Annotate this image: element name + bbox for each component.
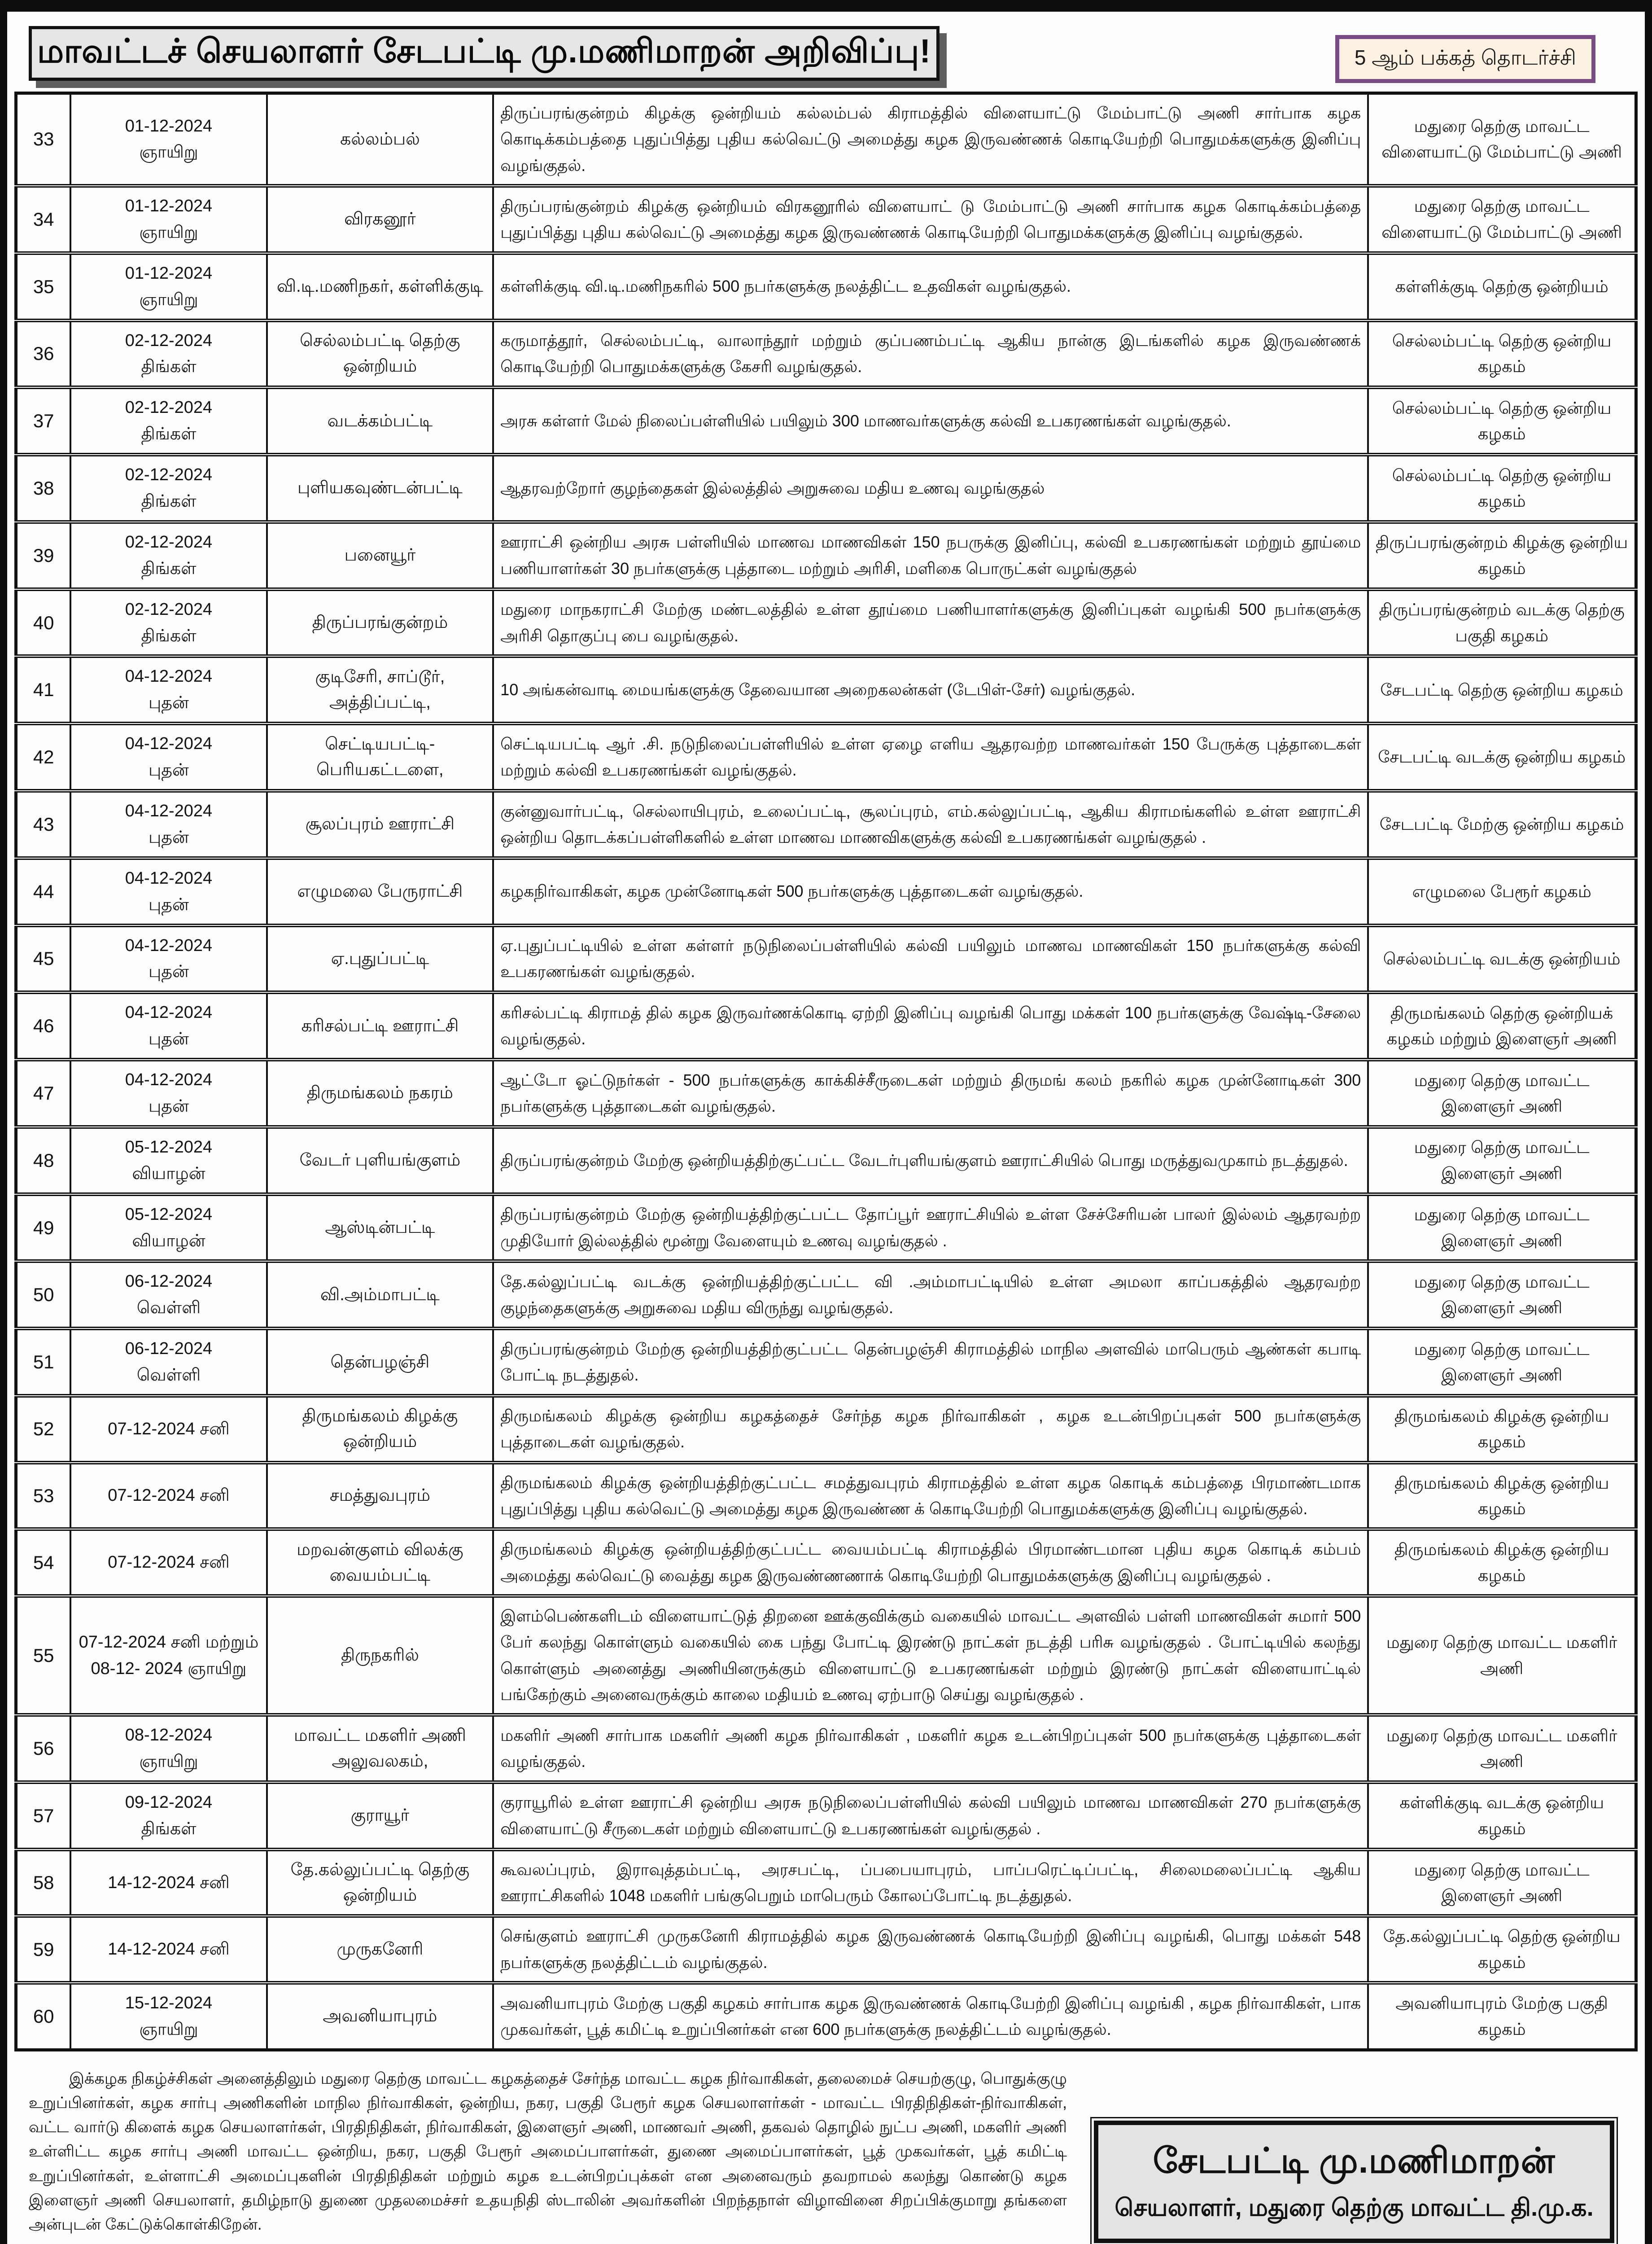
table-row	[16, 1060, 1636, 1127]
place-cell: வடக்கம்பட்டி	[267, 387, 494, 455]
day-value: புதன்	[149, 693, 189, 713]
table-row	[16, 1983, 1636, 2050]
date-cell	[70, 1194, 267, 1262]
organizing-unit-cell: மதுரை தெற்கு மாவட்ட விளையாட்டு மேம்பாட்டு அணி	[1368, 93, 1636, 186]
table-row	[16, 1261, 1636, 1328]
organizing-unit-cell: கள்ளிக்குடி தெற்கு ஒன்றியம்	[1368, 253, 1636, 320]
serial-number-cell: 57	[16, 1782, 71, 1850]
organizing-unit-cell: மதுரை தெற்கு மாவட்ட மகளிர் அணி	[1368, 1596, 1636, 1715]
description-cell: ஆதரவற்றோர் குழந்தைகள் இல்லத்தில் அறுசுவை மதிய உணவு வழங்குதல்	[493, 455, 1368, 522]
date-cell	[70, 186, 267, 253]
place-cell: செட்டியபட்டி- பெரியகட்டளை,	[267, 723, 494, 791]
place-cell: விரகனூர்	[267, 186, 494, 253]
description-cell: அரசு கள்ளர் மேல் நிலைப்பள்ளியில் பயிலும் 300 மாணவர்களுக்கு கல்வி உபகரணங்கள் வழங்குதல்.	[493, 387, 1368, 455]
description-cell: திருப்பரங்குன்றம் மேற்கு ஒன்றியத்திற்குட்பட்ட தோப்பூர் ஊராட்சியில் உள்ள சேச்சேரியன் பாலர் இல்லம் ஆதரவற்ற முதியோர் இல்லத்தில் மூன்று வேளையும் உணவு வழங்குதல் .	[493, 1194, 1368, 1262]
serial-number-cell: 54	[16, 1529, 71, 1596]
serial-number-cell: 40	[16, 589, 71, 657]
serial-number-cell: 43	[16, 791, 71, 858]
organizing-unit-cell: திருமங்கலம் கிழக்கு ஒன்றிய கழகம்	[1368, 1463, 1636, 1530]
description-cell: ஊராட்சி ஒன்றிய அரசு பள்ளியில் மாணவ மாணவிகள் 150 நபருக்கு இனிப்பு, கல்வி உபகரணங்கள் மற்றும் தூய்மை பணியாளர்கள் 30 நபர்களுக்கு புத்தாடை மற்றும் அரிசி, மளிகை பொருட்கள் வழங்குதல்	[493, 522, 1368, 589]
serial-number-cell: 46	[16, 992, 71, 1060]
table-row	[16, 522, 1636, 589]
serial-number-cell: 52	[16, 1396, 71, 1463]
date-value: 04-12-2024	[125, 1003, 213, 1022]
date-value: 14-12-2024 சனி	[108, 1940, 230, 1959]
organizing-unit-cell: மதுரை தெற்கு மாவட்ட இளைஞர் அணி	[1368, 1060, 1636, 1127]
date-cell	[70, 1850, 267, 1916]
date-value: 04-12-2024	[125, 1070, 213, 1090]
table-row	[16, 992, 1636, 1060]
organizing-unit-cell: செல்லம்பட்டி வடக்கு ஒன்றியம்	[1368, 925, 1636, 993]
page-footer	[7, 2051, 1645, 2244]
organizing-unit-cell: திருமங்கலம் கிழக்கு ஒன்றிய கழகம்	[1368, 1529, 1636, 1596]
date-cell	[70, 589, 267, 657]
description-cell: குராயூரில் உள்ள ஊராட்சி ஒன்றிய அரசு நடுநிலைப்பள்ளியில் கல்வி பயிலும் மாணவ மாணவிகள் 270 நபர்களுக்கு விளையாட்டு சீருடைகள் மற்றும் விளையாட்டு உபகரணங்கள் வழங்குதல் .	[493, 1782, 1368, 1850]
organizing-unit-cell: திருப்பரங்குன்றம் வடக்கு தெற்கு பகுதி கழகம்	[1368, 589, 1636, 657]
description-cell: அவனியாபுரம் மேற்கு பகுதி கழகம் சார்பாக கழக இருவண்ணக் கொடியேற்றி இனிப்பு வழங்கி , கழக நிர்வாகிகள், பாக முகவர்கள், பூத் கமிட்டி உறுப்பினர்கள் என 600 நபர்களுக்கு நலத்திட்டம் வழங்குதல்.	[493, 1983, 1368, 2050]
serial-number-cell: 55	[16, 1596, 71, 1715]
day-value: திங்கள்	[141, 1819, 197, 1838]
description-cell: திருப்பரங்குன்றம் மேற்கு ஒன்றியத்திற்குட்பட்ட வேடர்புளியங்குளம் ஊராட்சியில் பொது மருத்துவமுகாம் நடத்துதல்.	[493, 1127, 1368, 1194]
table-row	[16, 93, 1636, 186]
place-cell: திருமங்கலம் கிழக்கு ஒன்றியம்	[267, 1396, 494, 1463]
date-cell	[70, 320, 267, 388]
place-cell: கல்லம்பல்	[267, 93, 494, 186]
date-value: 07-12-2024 சனி	[108, 1486, 230, 1505]
organizing-unit-cell: சேடபட்டி வடக்கு ஒன்றிய கழகம்	[1368, 723, 1636, 791]
table-row	[16, 253, 1636, 320]
table-row	[16, 320, 1636, 388]
date-cell	[70, 1127, 267, 1194]
place-cell: செல்லம்பட்டி தெற்கு ஒன்றியம்	[267, 320, 494, 388]
place-cell: அவனியாபுரம்	[267, 1983, 494, 2050]
date-value: 02-12-2024	[125, 331, 213, 350]
place-cell: வேடர் புளியங்குளம்	[267, 1127, 494, 1194]
organizing-unit-cell: சேடபட்டி மேற்கு ஒன்றிய கழகம்	[1368, 791, 1636, 858]
description-cell: திருப்பரங்குன்றம் மேற்கு ஒன்றியத்திற்குட்பட்ட தென்பழஞ்சி கிராமத்தில் மாநில அளவில் மாபெரும் ஆண்கள் கபாடி போட்டி நடத்துதல்.	[493, 1328, 1368, 1396]
organizing-unit-cell: மதுரை தெற்கு மாவட்ட இளைஞர் அணி	[1368, 1127, 1636, 1194]
description-cell: ஏ.புதுப்பட்டியில் உள்ள கள்ளர் நடுநிலைப்பள்ளியில் கல்வி பயிலும் மாணவ மாணவிகள் 150 நபர்களுக்கு கல்வி உபகரணங்கள் வழங்குதல்.	[493, 925, 1368, 993]
schedule-table-body	[16, 93, 1636, 2050]
description-cell: திருமங்கலம் கிழக்கு ஒன்றிய கழகத்தைச் சேர்ந்த கழக நிர்வாகிகள் , கழக உடன்பிறப்புகள் 500 நபர்களுக்கு புத்தாடைகள் வழங்குதல்.	[493, 1396, 1368, 1463]
table-row	[16, 1463, 1636, 1530]
table-row	[16, 1916, 1636, 1983]
date-value: 01-12-2024	[125, 263, 213, 283]
serial-number-cell: 50	[16, 1261, 71, 1328]
title-banner	[29, 26, 940, 81]
table-row	[16, 1782, 1636, 1850]
serial-number-cell: 59	[16, 1916, 71, 1983]
date-value: 07-12-2024 சனி	[108, 1553, 230, 1572]
date-cell	[70, 1782, 267, 1850]
closing-paragraph: இக்கழக நிகழ்ச்சிகள் அனைத்திலும் மதுரை தெற்கு மாவட்ட கழகத்தைச் சேர்ந்த மாவட்ட கழக நிர்வாகிகள், தலைமைச் செயற்குழு, பொதுக்குழு உறுப்பினர்கள், கழக சார்பு அணிகளின் மாநில நிர்வாகிகள், ஒன்றிய, நகர, பகுதி பேரூர் கழக செயலாளர்கள் - மாவட்ட பிரதிநிதிகள்-நிர்வாகிகள், வட்ட வார்டு கிளைக் கழக செயலாளர்கள், பிரதிநிதிகள், நிர்வாகிகள், இளைஞர் அணி, மாணவர் அணி, தகவல் தொழில் நுட்ப அணி, மகளிர் அணி உள்ளிட்ட கழக சார்பு அணி மாவட்ட ஒன்றிய, நகர, பகுதி பேரூர் அமைப்பாளர்கள், துணை அமைப்பாளர்கள், பூத் முகவர்கள், பூத் கமிட்டி உறுப்பினர்கள், உள்ளாட்சி அமைப்புகளின் பிரதிநிதிகள் மற்றும் கழக உடன்பிறப்புக்கள் என அனைவரும் தவறாமல் கலந்து கொண்டு கழக இளைஞர் அணி செயலாளர், தமிழ்நாடு துணை முதலமைச்சர் உதயநிதி ஸ்டாலின் அவர்களின் பிறந்தநாள் விழாவினை சிறப்பிக்குமாறு தங்களை அன்புடன் கேட்டுக்கொள்கிறேன்.	[29, 2069, 1067, 2234]
table-row	[16, 589, 1636, 657]
table-row	[16, 791, 1636, 858]
place-cell: திருமங்கலம் நகரம்	[267, 1060, 494, 1127]
table-row	[16, 1328, 1636, 1396]
description-cell: மகளிர் அணி சார்பாக மகளிர் அணி கழக நிர்வாகிகள் , மகளிர் கழக உடன்பிறப்புகள் 500 நபர்களுக்கு புத்தாடைகள் வழங்குதல்.	[493, 1715, 1368, 1782]
date-value: 04-12-2024	[125, 667, 213, 686]
day-value: திங்கள்	[141, 626, 197, 645]
day-value: ஞாயிறு	[139, 290, 198, 309]
date-value: 04-12-2024	[125, 801, 213, 820]
date-value: 09-12-2024	[125, 1793, 213, 1812]
table-row	[16, 1194, 1636, 1262]
organizing-unit-cell: மதுரை தெற்கு மாவட்ட மகளிர் அணி	[1368, 1715, 1636, 1782]
day-value: திங்கள்	[141, 491, 197, 511]
organizing-unit-cell: மதுரை தெற்கு மாவட்ட இளைஞர் அணி	[1368, 1328, 1636, 1396]
description-cell: தே.கல்லுப்பட்டி வடக்கு ஒன்றியத்திற்குட்பட்ட வி .அம்மாபட்டியில் உள்ள அமலா காப்பகத்தில் ஆதரவற்ற குழந்தைகளுக்கு அறுசுவை மதிய விருந்து வழங்குதல்.	[493, 1261, 1368, 1328]
description-cell: திருமங்கலம் கிழக்கு ஒன்றியத்திற்குட்பட்ட வையம்பட்டி கிராமத்தில் பிரமாண்டமான புதிய கழக கொடிக் கம்பம் அமைத்து கல்வெட்டு வைத்து கழக இருவண்ணணாக் கொடியேற்றி பொதுமக்களுக்கு இனிப்பு வழங்குதல் .	[493, 1529, 1368, 1596]
description-cell: 10 அங்கன்வாடி மையங்களுக்கு தேவையான அறைகலன்கள் (டேபிள்-சேர்) வழங்குதல்.	[493, 656, 1368, 723]
serial-number-cell: 33	[16, 93, 71, 186]
description-cell: கள்ளிக்குடி வி.டி.மணிநகரில் 500 நபர்களுக்கு நலத்திட்ட உதவிகள் வழங்குதல்.	[493, 253, 1368, 320]
organizing-unit-cell: தே.கல்லுப்பட்டி தெற்கு ஒன்றிய கழகம்	[1368, 1916, 1636, 1983]
serial-number-cell: 47	[16, 1060, 71, 1127]
day-value: வெள்ளி	[136, 1366, 201, 1385]
date-cell	[70, 925, 267, 993]
date-cell	[70, 522, 267, 589]
day-value: புதன்	[149, 895, 189, 914]
day-value: திங்கள்	[141, 425, 197, 444]
day-value: திங்கள்	[141, 357, 197, 377]
place-cell: மறவன்குளம் விலக்கு வையம்பட்டி	[267, 1529, 494, 1596]
place-cell: தென்பழஞ்சி	[267, 1328, 494, 1396]
place-cell: சமத்துவபுரம்	[267, 1463, 494, 1530]
day-value: வியாழன்	[132, 1164, 205, 1183]
serial-number-cell: 36	[16, 320, 71, 388]
date-value: 04-12-2024	[125, 734, 213, 754]
place-cell: குராயூர்	[267, 1782, 494, 1850]
place-cell: திருப்பரங்குன்றம்	[267, 589, 494, 657]
day-value: புதன்	[149, 761, 189, 780]
day-value: வியாழன்	[132, 1231, 205, 1250]
day-value: புதன்	[149, 962, 189, 982]
date-cell	[70, 791, 267, 858]
day-value: ஞாயிறு	[139, 143, 198, 162]
day-value: வெள்ளி	[136, 1298, 201, 1318]
continuation-badge: 5 ஆம் பக்கத் தொடர்ச்சி	[1335, 35, 1595, 83]
date-value: 04-12-2024	[125, 868, 213, 888]
signature-title: செயலாளர், மதுரை தெற்கு மாவட்ட தி.மு.க.	[1114, 2194, 1594, 2221]
date-value: 01-12-2024	[125, 116, 213, 136]
description-cell: திருப்பரங்குன்றம் கிழக்கு ஒன்றியம் விரகனூரில் விளையாட் டு மேம்பாட்டு அணி சார்பாக கழக கொடிக்கம்பத்தை புதுப்பித்து புதிய கல்வெட்டு அமைத்து கழக இருவண்ணக் கொடியேற்றி பொதுமக்களுக்கு இனிப்பு வழங்குதல்.	[493, 186, 1368, 253]
date-cell	[70, 858, 267, 925]
date-cell	[70, 1261, 267, 1328]
place-cell: சூலப்புரம் ஊராட்சி	[267, 791, 494, 858]
organizing-unit-cell: செல்லம்பட்டி தெற்கு ஒன்றிய கழகம்	[1368, 320, 1636, 388]
serial-number-cell: 38	[16, 455, 71, 522]
date-cell	[70, 1328, 267, 1396]
table-row	[16, 186, 1636, 253]
schedule-table	[14, 92, 1638, 2051]
date-value: 05-12-2024	[125, 1137, 213, 1157]
serial-number-cell: 34	[16, 186, 71, 253]
description-cell: திருப்பரங்குன்றம் கிழக்கு ஒன்றியம் கல்லம்பல் கிராமத்தில் விளையாட்டு மேம்பாட்டு அணி சார்பாக கழக கொடிக்கம்பத்தை புதுப்பித்து புதிய கல்வெட்டு அமைத்து கழக இருவண்ணக் கொடியேற்றி பொதுமக்களுக்கு இனிப்பு வழங்குதல்.	[493, 93, 1368, 186]
serial-number-cell: 58	[16, 1850, 71, 1916]
table-row	[16, 858, 1636, 925]
place-cell: திருநகரில்	[267, 1596, 494, 1715]
date-cell	[70, 253, 267, 320]
date-cell	[70, 992, 267, 1060]
date-cell	[70, 656, 267, 723]
date-cell	[70, 1529, 267, 1596]
description-cell: குன்னுவார்பட்டி, செல்லாயிபுரம், உலைப்பட்டி, சூலப்புரம், எம்.கல்லுப்பட்டி, ஆகிய கிராமங்களில் உள்ள ஊராட்சி ஒன்றிய தொடக்கப்பள்ளிகளில் உள்ள மாணவ மாணவிகளுக்கு கல்வி உபகரணங்கள் வழங்குதல் .	[493, 791, 1368, 858]
table-row	[16, 656, 1636, 723]
serial-number-cell: 44	[16, 858, 71, 925]
description-cell: ஆட்டோ ஓட்டுநர்கள் - 500 நபர்களுக்கு காக்கிச்சீருடைகள் மற்றும் திருமங் கலம் நகரில் கழக முன்னோடிகள் 300 நபர்களுக்கு புத்தாடைகள் வழங்குதல்.	[493, 1060, 1368, 1127]
date-value: 04-12-2024	[125, 936, 213, 955]
date-value: 02-12-2024	[125, 398, 213, 417]
place-cell: குடிசேரி, சாப்டூர், அத்திப்பட்டி,	[267, 656, 494, 723]
day-value: ஞாயிறு	[139, 223, 198, 242]
description-cell: இளம்பெண்களிடம் விளையாட்டுத் திறனை ஊக்குவிக்கும் வகையில் மாவட்ட அளவில் பள்ளி மாணவிகள் சுமார் 500 பேர் கலந்து கொள்ளும் வகையில் கை பந்து போட்டி இரண்டு நாட்கள் நடத்தி பரிசு வழங்குதல் . போட்டியில் கலந்து கொள்ளும் அனைத்து அணியினருக்கும் விளையாட்டு உபகரணங்கள் மற்றும் இரண்டு நாட்கள் விளையாட்டில் பங்கேற்கும் அனைவருக்கும் காலை மதியம் உணவு ஏற்பாடு செய்து வழங்குதல் .	[493, 1596, 1368, 1715]
organizing-unit-cell: திருமங்கலம் தெற்கு ஒன்றியக் கழகம் மற்றும் இளைஞர் அணி	[1368, 992, 1636, 1060]
place-cell: தே.கல்லுப்பட்டி தெற்கு ஒன்றியம்	[267, 1850, 494, 1916]
serial-number-cell: 42	[16, 723, 71, 791]
table-row	[16, 1127, 1636, 1194]
description-cell: கழகநிர்வாகிகள், கழக முன்னோடிகள் 500 நபர்களுக்கு புத்தாடைகள் வழங்குதல்.	[493, 858, 1368, 925]
serial-number-cell: 48	[16, 1127, 71, 1194]
date-value: 07-12-2024 சனி மற்றும் 08-12- 2024 ஞாயிறு	[79, 1632, 259, 1678]
page-title: மாவட்டச் செயலாளர் சேடபட்டி மு.மணிமாறன் அறிவிப்பு!	[37, 32, 931, 70]
organizing-unit-cell: எழுமலை பேரூர் கழகம்	[1368, 858, 1636, 925]
place-cell: மாவட்ட மகளிர் அணி அலுவலகம்,	[267, 1715, 494, 1782]
serial-number-cell: 49	[16, 1194, 71, 1262]
table-row	[16, 387, 1636, 455]
place-cell: பனையூர்	[267, 522, 494, 589]
date-cell	[70, 1916, 267, 1983]
date-value: 02-12-2024	[125, 600, 213, 619]
date-value: 06-12-2024	[125, 1272, 213, 1291]
page-header	[7, 12, 1645, 92]
date-value: 14-12-2024 சனி	[108, 1873, 230, 1892]
organizing-unit-cell: திருமங்கலம் கிழக்கு ஒன்றிய கழகம்	[1368, 1396, 1636, 1463]
serial-number-cell: 35	[16, 253, 71, 320]
date-value: 07-12-2024 சனி	[108, 1419, 230, 1438]
date-cell	[70, 1715, 267, 1782]
signature-box	[1094, 2121, 1614, 2243]
day-value: திங்கள்	[141, 559, 197, 578]
description-cell: செங்குளம் ஊராட்சி முருகனேரி கிராமத்தில் கழக இருவண்ணக் கொடியேற்றி இனிப்பு வழங்கி, பொது மக்கள் 548 நபர்களுக்கு நலத்திட்டம் வழங்குதல்.	[493, 1916, 1368, 1983]
date-cell	[70, 1463, 267, 1530]
organizing-unit-cell: மதுரை தெற்கு மாவட்ட இளைஞர் அணி	[1368, 1194, 1636, 1262]
serial-number-cell: 51	[16, 1328, 71, 1396]
serial-number-cell: 56	[16, 1715, 71, 1782]
date-cell	[70, 387, 267, 455]
organizing-unit-cell: மதுரை தெற்கு மாவட்ட இளைஞர் அணி	[1368, 1850, 1636, 1916]
description-cell: மதுரை மாநகராட்சி மேற்கு மண்டலத்தில் உள்ள தூய்மை பணியாளர்களுக்கு இனிப்புகள் வழங்கி 500 நபர்களுக்கு அரிசி தொகுப்பு பை வழங்குதல்.	[493, 589, 1368, 657]
place-cell: வி.டி.மணிநகர், கள்ளிக்குடி	[267, 253, 494, 320]
date-cell	[70, 1396, 267, 1463]
table-row	[16, 1715, 1636, 1782]
table-row	[16, 925, 1636, 993]
description-cell: கரிசல்பட்டி கிராமத் தில் கழக இருவர்ணக்கொடி ஏற்றி இனிப்பு வழங்கி பொது மக்கள் 100 நபர்களுக்கு வேஷ்டி-சேலை வழங்குதல்.	[493, 992, 1368, 1060]
organizing-unit-cell: மதுரை தெற்கு மாவட்ட விளையாட்டு மேம்பாட்டு அணி	[1368, 186, 1636, 253]
organizing-unit-cell: செல்லம்பட்டி தெற்கு ஒன்றிய கழகம்	[1368, 387, 1636, 455]
organizing-unit-cell: அவனியாபுரம் மேற்கு பகுதி கழகம்	[1368, 1983, 1636, 2050]
serial-number-cell: 53	[16, 1463, 71, 1530]
description-cell: செட்டியபட்டி ஆர் .சி. நடுநிலைப்பள்ளியில் உள்ள ஏழை எளிய ஆதரவற்ற மாணவர்கள் 150 பேருக்கு புத்தாடைகள் மற்றும் கல்வி உபகரணங்கள் வழங்குதல்.	[493, 723, 1368, 791]
date-value: 15-12-2024	[125, 1993, 213, 2012]
table-row	[16, 1529, 1636, 1596]
place-cell: ஏ.புதுப்பட்டி	[267, 925, 494, 993]
place-cell: முருகனேரி	[267, 1916, 494, 1983]
description-cell: கூவலப்புரம், இராவுத்தம்பட்டி, அரசபட்டி, ப்பபையாபுரம், பாப்பரெட்டிப்பட்டி, சிலைமலைப்பட்டி ஆகிய ஊராட்சிகளில் 1048 மகளிர் பங்குபெறும் மாபெரும் கோலப்போட்டி நடத்துதல்.	[493, 1850, 1368, 1916]
table-row	[16, 1850, 1636, 1916]
place-cell: எழுமலை பேருராட்சி	[267, 858, 494, 925]
day-value: ஞாயிறு	[139, 2020, 198, 2039]
place-cell: ஆஸ்டின்பட்டி	[267, 1194, 494, 1262]
day-value: ஞாயிறு	[139, 1752, 198, 1771]
date-value: 02-12-2024	[125, 465, 213, 485]
organizing-unit-cell: திருப்பரங்குன்றம் கிழக்கு ஒன்றிய கழகம்	[1368, 522, 1636, 589]
serial-number-cell: 45	[16, 925, 71, 993]
date-cell	[70, 1596, 267, 1715]
date-cell	[70, 723, 267, 791]
organizing-unit-cell: மதுரை தெற்கு மாவட்ட இளைஞர் அணி	[1368, 1261, 1636, 1328]
place-cell: கரிசல்பட்டி ஊராட்சி	[267, 992, 494, 1060]
date-value: 05-12-2024	[125, 1205, 213, 1224]
date-cell	[70, 455, 267, 522]
date-cell	[70, 93, 267, 186]
day-value: புதன்	[149, 828, 189, 847]
day-value: புதன்	[149, 1030, 189, 1049]
signature-name: சேடபட்டி மு.மணிமாறன்	[1153, 2140, 1556, 2180]
description-cell: கருமாத்தூர், செல்லம்பட்டி, வாலாந்தூர் மற்றும் குப்பணம்பட்டி ஆகிய நான்கு இடங்களில் கழக இருவண்ணக் கொடியேற்றி பொதுமக்களுக்கு கேசரி வழங்குதல்.	[493, 320, 1368, 388]
table-row	[16, 1396, 1636, 1463]
description-cell: திருமங்கலம் கிழக்கு ஒன்றியத்திற்குட்பட்ட சமத்துவபுரம் கிராமத்தில் உள்ள கழக கொடிக் கம்பத்தை பிரமாண்டமாக புதுப்பித்து புதிய கல்வெட்டு அமைத்து கழக இருவண்ண க் கொடியேற்றி பொதுமக்களுக்கு இனிப்பு வழங்குதல்.	[493, 1463, 1368, 1530]
date-value: 01-12-2024	[125, 196, 213, 215]
serial-number-cell: 41	[16, 656, 71, 723]
organizing-unit-cell: செல்லம்பட்டி தெற்கு ஒன்றிய கழகம்	[1368, 455, 1636, 522]
organizing-unit-cell: கள்ளிக்குடி வடக்கு ஒன்றிய கழகம்	[1368, 1782, 1636, 1850]
table-row	[16, 1596, 1636, 1715]
place-cell: புளியகவுண்டன்பட்டி	[267, 455, 494, 522]
serial-number-cell: 37	[16, 387, 71, 455]
table-row	[16, 723, 1636, 791]
day-value: புதன்	[149, 1096, 189, 1116]
date-value: 02-12-2024	[125, 532, 213, 552]
date-value: 08-12-2024	[125, 1726, 213, 1745]
serial-number-cell: 39	[16, 522, 71, 589]
date-cell	[70, 1983, 267, 2050]
serial-number-cell: 60	[16, 1983, 71, 2050]
place-cell: வி.அம்மாபட்டி	[267, 1261, 494, 1328]
organizing-unit-cell: சேடபட்டி தெற்கு ஒன்றிய கழகம்	[1368, 656, 1636, 723]
date-value: 06-12-2024	[125, 1339, 213, 1359]
table-row	[16, 455, 1636, 522]
date-cell	[70, 1060, 267, 1127]
